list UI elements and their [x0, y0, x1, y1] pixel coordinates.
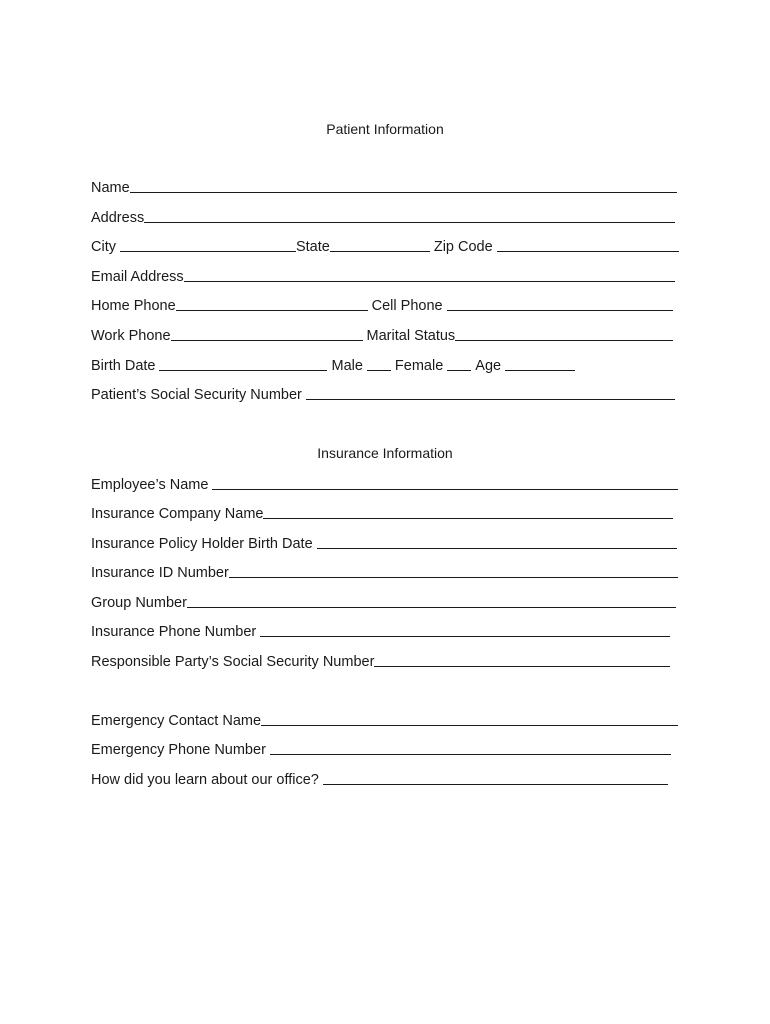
- home-cell-phone-row: [91, 294, 673, 314]
- emergency-phone-label: Emergency Phone Number: [91, 742, 266, 758]
- state-label: State: [295, 239, 330, 255]
- emergency-phone-field[interactable]: [270, 741, 671, 755]
- employee-name-row: [91, 473, 678, 493]
- name-label: Name: [91, 180, 130, 196]
- referral-field[interactable]: [323, 771, 668, 785]
- patient-information-heading: Patient Information: [326, 121, 444, 137]
- patient-ssn-row: [91, 383, 675, 403]
- zip-code-field[interactable]: [497, 238, 679, 252]
- holder-birth-date-field[interactable]: [317, 535, 677, 549]
- age-field[interactable]: [505, 357, 575, 371]
- birth-date-sex-age-row: [91, 354, 575, 374]
- group-number-label: Group Number: [91, 595, 187, 611]
- male-label: Male: [331, 358, 363, 374]
- marital-status-field[interactable]: [455, 327, 673, 341]
- female-label: Female: [394, 358, 444, 374]
- email-address-field[interactable]: [184, 268, 675, 282]
- name-field[interactable]: [130, 179, 677, 193]
- emergency-phone-row: [91, 738, 671, 758]
- address-field[interactable]: [144, 209, 675, 223]
- email-row: [91, 265, 675, 285]
- insurance-information-heading: Insurance Information: [317, 445, 453, 461]
- insurance-company-label: Insurance Company Name: [91, 506, 264, 522]
- male-field[interactable]: [367, 357, 391, 371]
- employee-name-label: Employee’s Name: [91, 477, 209, 493]
- city-label: City: [91, 239, 116, 255]
- home-phone-label: Home Phone: [91, 298, 176, 314]
- birth-date-field[interactable]: [159, 357, 327, 371]
- emergency-contact-field[interactable]: [261, 712, 678, 726]
- age-label: Age: [475, 358, 502, 374]
- patient-ssn-field[interactable]: [306, 386, 675, 400]
- cell-phone-label: Cell Phone: [371, 298, 443, 314]
- responsible-ssn-label: Responsible Party’s Social Security Number: [91, 654, 375, 670]
- state-field[interactable]: [330, 238, 430, 252]
- female-field[interactable]: [447, 357, 471, 371]
- group-number-row: [91, 591, 676, 611]
- insurance-company-field[interactable]: [263, 505, 673, 519]
- marital-status-label: Marital Status: [366, 328, 456, 344]
- referral-row: [91, 768, 668, 788]
- employee-name-field[interactable]: [212, 476, 678, 490]
- home-phone-field[interactable]: [176, 297, 368, 311]
- work-phone-field[interactable]: [171, 327, 363, 341]
- address-label: Address: [91, 210, 145, 226]
- insurance-company-row: [91, 502, 673, 522]
- holder-birth-date-row: [91, 532, 677, 552]
- insurance-id-field[interactable]: [229, 564, 678, 578]
- holder-birth-date-label: Insurance Policy Holder Birth Date: [91, 536, 313, 552]
- insurance-phone-row: [91, 620, 670, 640]
- address-row: [91, 206, 675, 226]
- referral-label: How did you learn about our office?: [91, 772, 319, 788]
- insurance-phone-label: Insurance Phone Number: [91, 624, 257, 640]
- emergency-contact-row: [91, 709, 678, 729]
- insurance-phone-field[interactable]: [260, 623, 670, 637]
- name-row: [91, 176, 677, 196]
- work-phone-label: Work Phone: [91, 328, 171, 344]
- cell-phone-field[interactable]: [447, 297, 673, 311]
- zip-code-label: Zip Code: [433, 239, 493, 255]
- email-address-label: Email Address: [91, 269, 184, 285]
- birth-date-label: Birth Date: [91, 358, 156, 374]
- city-field[interactable]: [120, 238, 296, 252]
- responsible-ssn-field[interactable]: [374, 653, 670, 667]
- city-state-zip-row: [91, 235, 679, 255]
- responsible-ssn-row: [91, 650, 670, 670]
- group-number-field[interactable]: [187, 594, 676, 608]
- work-phone-marital-row: [91, 324, 673, 344]
- insurance-id-row: [91, 561, 678, 581]
- insurance-id-label: Insurance ID Number: [91, 565, 229, 581]
- emergency-contact-label: Emergency Contact Name: [91, 713, 262, 729]
- patient-ssn-label: Patient’s Social Security Number: [91, 387, 302, 403]
